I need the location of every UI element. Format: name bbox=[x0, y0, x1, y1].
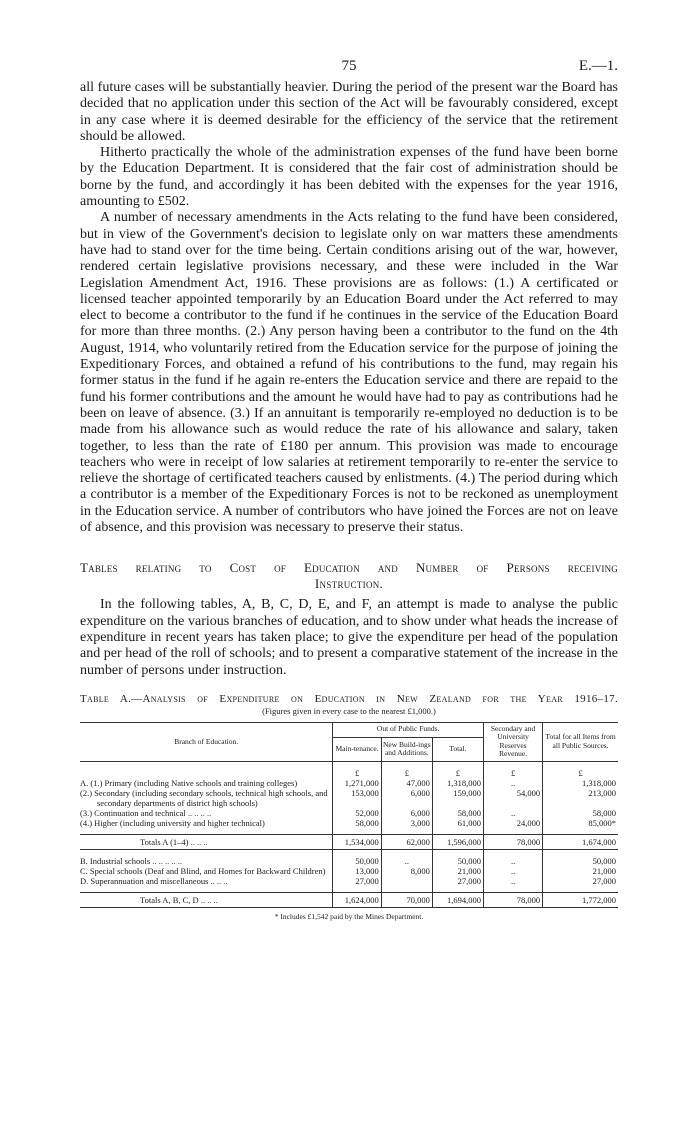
header-branch: Branch of Education. bbox=[80, 722, 333, 761]
expenditure-table bbox=[80, 722, 618, 908]
header-total: Total. bbox=[432, 737, 483, 761]
header-maintenance: Main-tenance. bbox=[333, 737, 381, 761]
row-label-text: (2.) Secondary (including secondary schools, technical high schools, and secondary departments of district high schools) bbox=[80, 787, 328, 808]
cell-value: 78,000 bbox=[483, 892, 542, 907]
cell-value: 21,000 bbox=[543, 866, 618, 876]
cell-value: 1,534,000 bbox=[333, 834, 381, 849]
page-number: 75 bbox=[341, 58, 357, 74]
cell-value: 70,000 bbox=[381, 892, 432, 907]
intro-text bbox=[80, 597, 618, 678]
cell-value: 1,694,000 bbox=[432, 892, 483, 907]
body-text bbox=[80, 80, 618, 536]
row-label-text: D. Superannuation and miscellaneous .. bbox=[80, 875, 215, 886]
cell-value: 62,000 bbox=[381, 834, 432, 849]
cell-value: 8,000 bbox=[381, 866, 432, 876]
cell-value: 1,318,000 bbox=[543, 778, 618, 788]
cell-value: 50,000 bbox=[333, 856, 381, 866]
row-label bbox=[80, 866, 333, 876]
header-reserves: Secondary and University Reserves Revenue. bbox=[483, 722, 542, 761]
cell-value: 58,000 bbox=[543, 808, 618, 818]
table-row bbox=[80, 876, 618, 886]
cell-value: 1,772,000 bbox=[543, 892, 618, 907]
cell-value: 24,000 bbox=[483, 818, 542, 828]
cell-value: 153,000 bbox=[333, 788, 381, 808]
currency-symbol: £ bbox=[543, 768, 618, 778]
table-total-row bbox=[80, 834, 618, 849]
cell-value: 50,000 bbox=[432, 856, 483, 866]
row-label-text: Totals A (1–4) bbox=[140, 836, 189, 847]
cell-value: .. bbox=[483, 876, 542, 886]
table-footnote: * Includes £1,542 paid by the Mines Department. bbox=[274, 911, 424, 921]
table-row bbox=[80, 818, 618, 828]
paragraph: A number of necessary amendments in the Acts relating to the fund have been considered, but in view of the Government's decision to legislate only on war matters these amendments have had to stand over for the time being. Certain conditions arising out of the war, however, rendered certain legislative provisions necessary, and these were included in the War Legislation Amendment Act, 1916. These provisions are as follows: (1.) A certificated or licensed teacher appointed temporarily by an Education Board under the Act referred to may elect to become a contributor to the fund if he continues in the service of the Education Board for more than three months. (2.) Any person having been a contributor to the fund on the 4th August, 1914, who voluntarily retired from the Education service for the purpose of joining the Expeditionary Forces, and obtained a refund of his contributions to the fund, may regain his former status in the fund if he again re-enters the Education service and there are repaid to the fund his former contributions and the amount he would have had to pay as contributions had he been on leave of absence. (3.) If an annuitant is temporarily re-employed no deduction is to be made from his allowance such as would reduce the rate of his allowance and salary, taken together, to less than the rate of £180 per annum. This provision was made to encourage teachers who were in receipt of low salaries at retirement temporarily to re-enter the service to relieve the shortage of certificated teachers caused by enlistments. (4.) The period during which a contributor is a member of the Expeditionary Forces is not to be reckoned as unemployment in the Education service. A number of contributors who have joined the Forces are not on leave of absence, and this provision was necessary to preserve their status. bbox=[80, 210, 618, 536]
cell-value: .. bbox=[483, 778, 542, 788]
cell-value: 21,000 bbox=[432, 866, 483, 876]
row-label-text: Totals A, B, C, D bbox=[140, 894, 199, 905]
cell-value: 1,271,000 bbox=[333, 778, 381, 788]
table-row bbox=[80, 808, 618, 818]
cell-value: 1,596,000 bbox=[432, 834, 483, 849]
cell-value: 27,000 bbox=[543, 876, 618, 886]
cell-value: 61,000 bbox=[432, 818, 483, 828]
cell-value: 213,000 bbox=[543, 788, 618, 808]
currency-symbol: £ bbox=[483, 768, 542, 778]
cell-value: 50,000 bbox=[543, 856, 618, 866]
table-row bbox=[80, 856, 618, 866]
currency-row bbox=[80, 768, 618, 778]
cell-value: 27,000 bbox=[432, 876, 483, 886]
row-label bbox=[80, 892, 333, 907]
leader-dots: .. .. .. .. bbox=[185, 807, 212, 818]
row-label bbox=[80, 788, 333, 808]
row-label-text: (3.) Continuation and technical bbox=[80, 807, 186, 818]
cell-value: 1,624,000 bbox=[333, 892, 381, 907]
cell-value: .. bbox=[483, 866, 542, 876]
table-subtitle: (Figures given in every case to the nearest £1,000.) bbox=[262, 705, 436, 716]
cell-value: 47,000 bbox=[381, 778, 432, 788]
header-buildings: New Build-ings and Additions. bbox=[381, 737, 432, 761]
leader-dots: .. .. bbox=[214, 875, 228, 886]
cell-value: 78,000 bbox=[483, 834, 542, 849]
row-label-text: B. Industrial schools bbox=[80, 855, 151, 866]
cell-value: .. bbox=[483, 856, 542, 866]
document-page bbox=[80, 58, 618, 921]
currency-symbol: £ bbox=[381, 768, 432, 778]
cell-value: .. bbox=[483, 808, 542, 818]
cell-value: 13,000 bbox=[333, 866, 381, 876]
cell-value: 27,000 bbox=[333, 876, 381, 886]
row-label-text: (4.) Higher (including university and higher technical) bbox=[80, 817, 265, 828]
leader-dots: .. .. .. .. .. bbox=[150, 855, 182, 866]
table-row bbox=[80, 778, 618, 788]
table-row bbox=[80, 788, 618, 808]
cell-value: 6,000 bbox=[381, 788, 432, 808]
cell-value: 52,000 bbox=[333, 808, 381, 818]
header-grand-total: Total for all Items from all Public Sources. bbox=[543, 722, 618, 761]
currency-symbol: £ bbox=[333, 768, 381, 778]
cell-value: .. bbox=[381, 856, 432, 866]
row-label bbox=[80, 778, 333, 788]
currency-symbol: £ bbox=[432, 768, 483, 778]
table-body bbox=[80, 761, 618, 907]
row-label bbox=[80, 834, 333, 849]
cell-value: 58,000 bbox=[432, 808, 483, 818]
leader-dots: .. .. .. bbox=[188, 836, 208, 847]
leader-dots: .. .. .. bbox=[198, 894, 218, 905]
cell-value: 1,318,000 bbox=[432, 778, 483, 788]
cell-value: 58,000 bbox=[333, 818, 381, 828]
cell-value: 3,000 bbox=[381, 818, 432, 828]
page-header bbox=[80, 58, 618, 80]
cell-value bbox=[381, 876, 432, 886]
section-heading: Tables relating to Cost of Education and Number of Persons receiving bbox=[80, 560, 618, 576]
table-row bbox=[80, 866, 618, 876]
table-title: Table A.—Analysis of Expenditure on Education in New Zealand for the Year 1916–17. bbox=[80, 692, 618, 705]
cell-value: 6,000 bbox=[381, 808, 432, 818]
row-label bbox=[80, 876, 333, 886]
row-label bbox=[80, 856, 333, 866]
cell-value: 54,000 bbox=[483, 788, 542, 808]
cell-value: 159,000 bbox=[432, 788, 483, 808]
cell-value: 1,674,000 bbox=[543, 834, 618, 849]
row-label bbox=[80, 818, 333, 828]
row-label bbox=[80, 808, 333, 818]
header-public-funds: Out of Public Funds. bbox=[333, 722, 484, 737]
section-heading-line2: Instruction. bbox=[314, 575, 384, 591]
cell-value: 85,000* bbox=[543, 818, 618, 828]
row-label-text: A. (1.) Primary (including Native schools and training colleges) bbox=[80, 777, 298, 788]
paragraph: all future cases will be substantially heavier. During the period of the present war the Board has decided that no application under this section of the Act will be favourably considered, except in any case where it is deemed desirable for the efficiency of the service that the retirement should be allowed. bbox=[80, 80, 618, 144]
paragraph: In the following tables, A, B, C, D, E, and F, an attempt is made to analyse the public expenditure on the various branches of education, and to show under what heads the increase of expenditure in recent years has taken place; to give the expenditure per head of the population and per head of the roll of schools; and to present a comparative statement of the increase in the number of persons under instruction. bbox=[80, 597, 618, 678]
document-code: E.—1. bbox=[578, 58, 618, 74]
table-total-row bbox=[80, 892, 618, 907]
row-label-text: C. Special schools (Deaf and Blind, and Homes for Backward Children) bbox=[80, 865, 326, 876]
paragraph: Hitherto practically the whole of the administration expenses of the fund have been borne by the Education Department. It is considered that the fair cost of administration should be borne by the fund, and accordingly it has been debited with the expenses for the year 1916, amounting to £502. bbox=[80, 145, 618, 210]
